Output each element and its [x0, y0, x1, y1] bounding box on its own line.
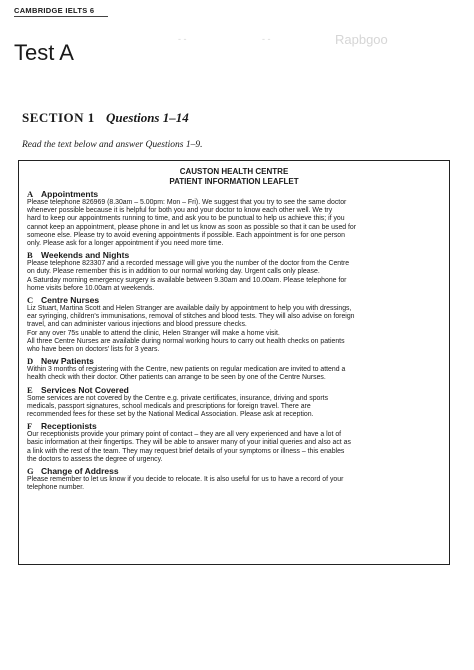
section-title: Services Not Covered [41, 384, 129, 395]
section-letter: F [27, 421, 33, 432]
body-text-line: cannot keep an appointment, please phone in and let us know as soon as possible so that it can be used for [27, 223, 357, 231]
section-letter: E [27, 384, 33, 395]
instruction-text: Read the text below and answer Questions 1–9. [22, 140, 203, 150]
body-text-line: telephone number. [27, 484, 85, 492]
body-text-line: A Saturday morning emergency surgery is available between 9.30am and 10.00am. Please telephone for [27, 276, 347, 284]
section-letter: C [27, 295, 34, 306]
section-heading [27, 385, 441, 395]
body-text-line: basic information at their fingertips. They will be able to answer many of your initial queries and also act as [27, 439, 351, 447]
ghost-text: - - [262, 34, 271, 44]
leaflet-section [27, 356, 441, 382]
running-head: CAMBRIDGE IELTS 6 [14, 6, 95, 15]
section-title: Change of Address [41, 466, 119, 477]
leaflet-subtitle: PATIENT INFORMATION LEAFLET [169, 177, 299, 186]
body-text-line: Our receptionists provide your primary point of contact – they are all very experienced and have a lot of [27, 431, 342, 439]
body-text-line: who have been on doctors' lists for 3 years. [27, 346, 160, 354]
body-text-line: Within 3 months of registering with the Centre, new patients on regular medication are invited to attend a [27, 366, 346, 374]
section-heading [27, 466, 441, 476]
body-text-line: whenever possible because it is helpful for both you and your doctor to know each other well. We try [27, 207, 333, 215]
leaflet-section [27, 189, 441, 248]
section-letter: D [27, 356, 34, 367]
body-text-line: Please telephone 826969 (8.30am – 5.00pm: Mon – Fri). We suggest that you try to see the same doctor [27, 199, 347, 206]
section-questions: Questions 1–14 [106, 110, 189, 125]
body-text-line: medicals, passport signatures, school medicals and prescriptions for foreign travel. There are [27, 402, 311, 410]
body-text-line: Please remember to let us know if you decide to relocate. It is also useful for us to have a record of your [27, 476, 344, 484]
section-title: Weekends and Nights [41, 250, 130, 261]
section-title: Appointments [41, 189, 99, 199]
body-text-line: Some services are not covered by the Centre e.g. private certificates, insurance, driving and sports [27, 394, 329, 402]
body-text-line: All three Centre Nurses are available during normal working hours to carry out health checks on patients [27, 337, 345, 345]
section-title: New Patients [41, 356, 94, 367]
body-text-line: For any over 75s unable to attend the clinic, Helen Stranger will make a home visit. [27, 329, 280, 337]
body-text-line: someone else. Please try to avoid evening appointments if possible. Each appointment is for one person [27, 231, 345, 239]
body-text-line: ear syringing, children's immunisations, removal of stitches and blood tests. They will also advise on foreign [27, 313, 355, 321]
body-text-line: on duty. Please remember this is in addition to our normal working day. Urgent calls only please. [27, 268, 320, 276]
section-heading [27, 421, 441, 431]
section-heading [22, 110, 189, 126]
section-heading [27, 189, 441, 199]
leaflet-title: CAUSTON HEALTH CENTRE [179, 167, 289, 176]
section-heading [27, 250, 441, 260]
section-letter: G [27, 466, 34, 477]
body-text-line: Please telephone 823307 and a recorded message will give you the number of the doctor from the Centre [27, 260, 350, 268]
body-text-line: travel, and can administer various injections and blood pressure checks. [27, 321, 247, 329]
body-text-line: the doctors to assess the degree of urgency. [27, 455, 163, 463]
leaflet-section [27, 385, 441, 420]
leaflet-box [18, 160, 450, 565]
body-text-line: Liz Stuart, Martina Scott and Helen Stranger are available daily by appointment to help you with dressings, [27, 305, 352, 313]
body-text-line: a link with the rest of the team. They may request brief details of your symptoms or illness – this enables [27, 447, 345, 455]
section-label: SECTION 1 [22, 110, 95, 125]
leaflet-section [27, 466, 441, 492]
section-title: Receptionists [41, 421, 97, 432]
leaflet-section [27, 421, 441, 464]
leaflet-sections [27, 189, 441, 492]
section-heading [27, 356, 441, 366]
leaflet-section [27, 250, 441, 293]
page-title: Test A [14, 40, 74, 65]
section-heading [27, 295, 441, 305]
section-title: Centre Nurses [41, 295, 100, 306]
ghost-text: - - [178, 34, 187, 44]
running-head-rule [14, 16, 108, 17]
body-text-line: home visits before 10.00am at weekends. [27, 284, 155, 292]
leaflet-section [27, 295, 441, 354]
section-letter: B [27, 250, 33, 261]
body-text-line: hard to keep our appointments running to time, and ask you to be punctual to help us achieve this; if you [27, 215, 345, 223]
body-text-line: health check with their doctor. Other patients can arrange to be seen by one of the Centre Nurses. [27, 374, 326, 382]
body-text-line: only. Please ask for a longer appointment if you need more time. [27, 240, 224, 248]
ghost-text: Rapbgoo [335, 32, 388, 47]
body-text-line: recommended fees for these set by the National Medical Association. Please ask at reception. [27, 411, 314, 419]
section-letter: A [27, 189, 34, 199]
